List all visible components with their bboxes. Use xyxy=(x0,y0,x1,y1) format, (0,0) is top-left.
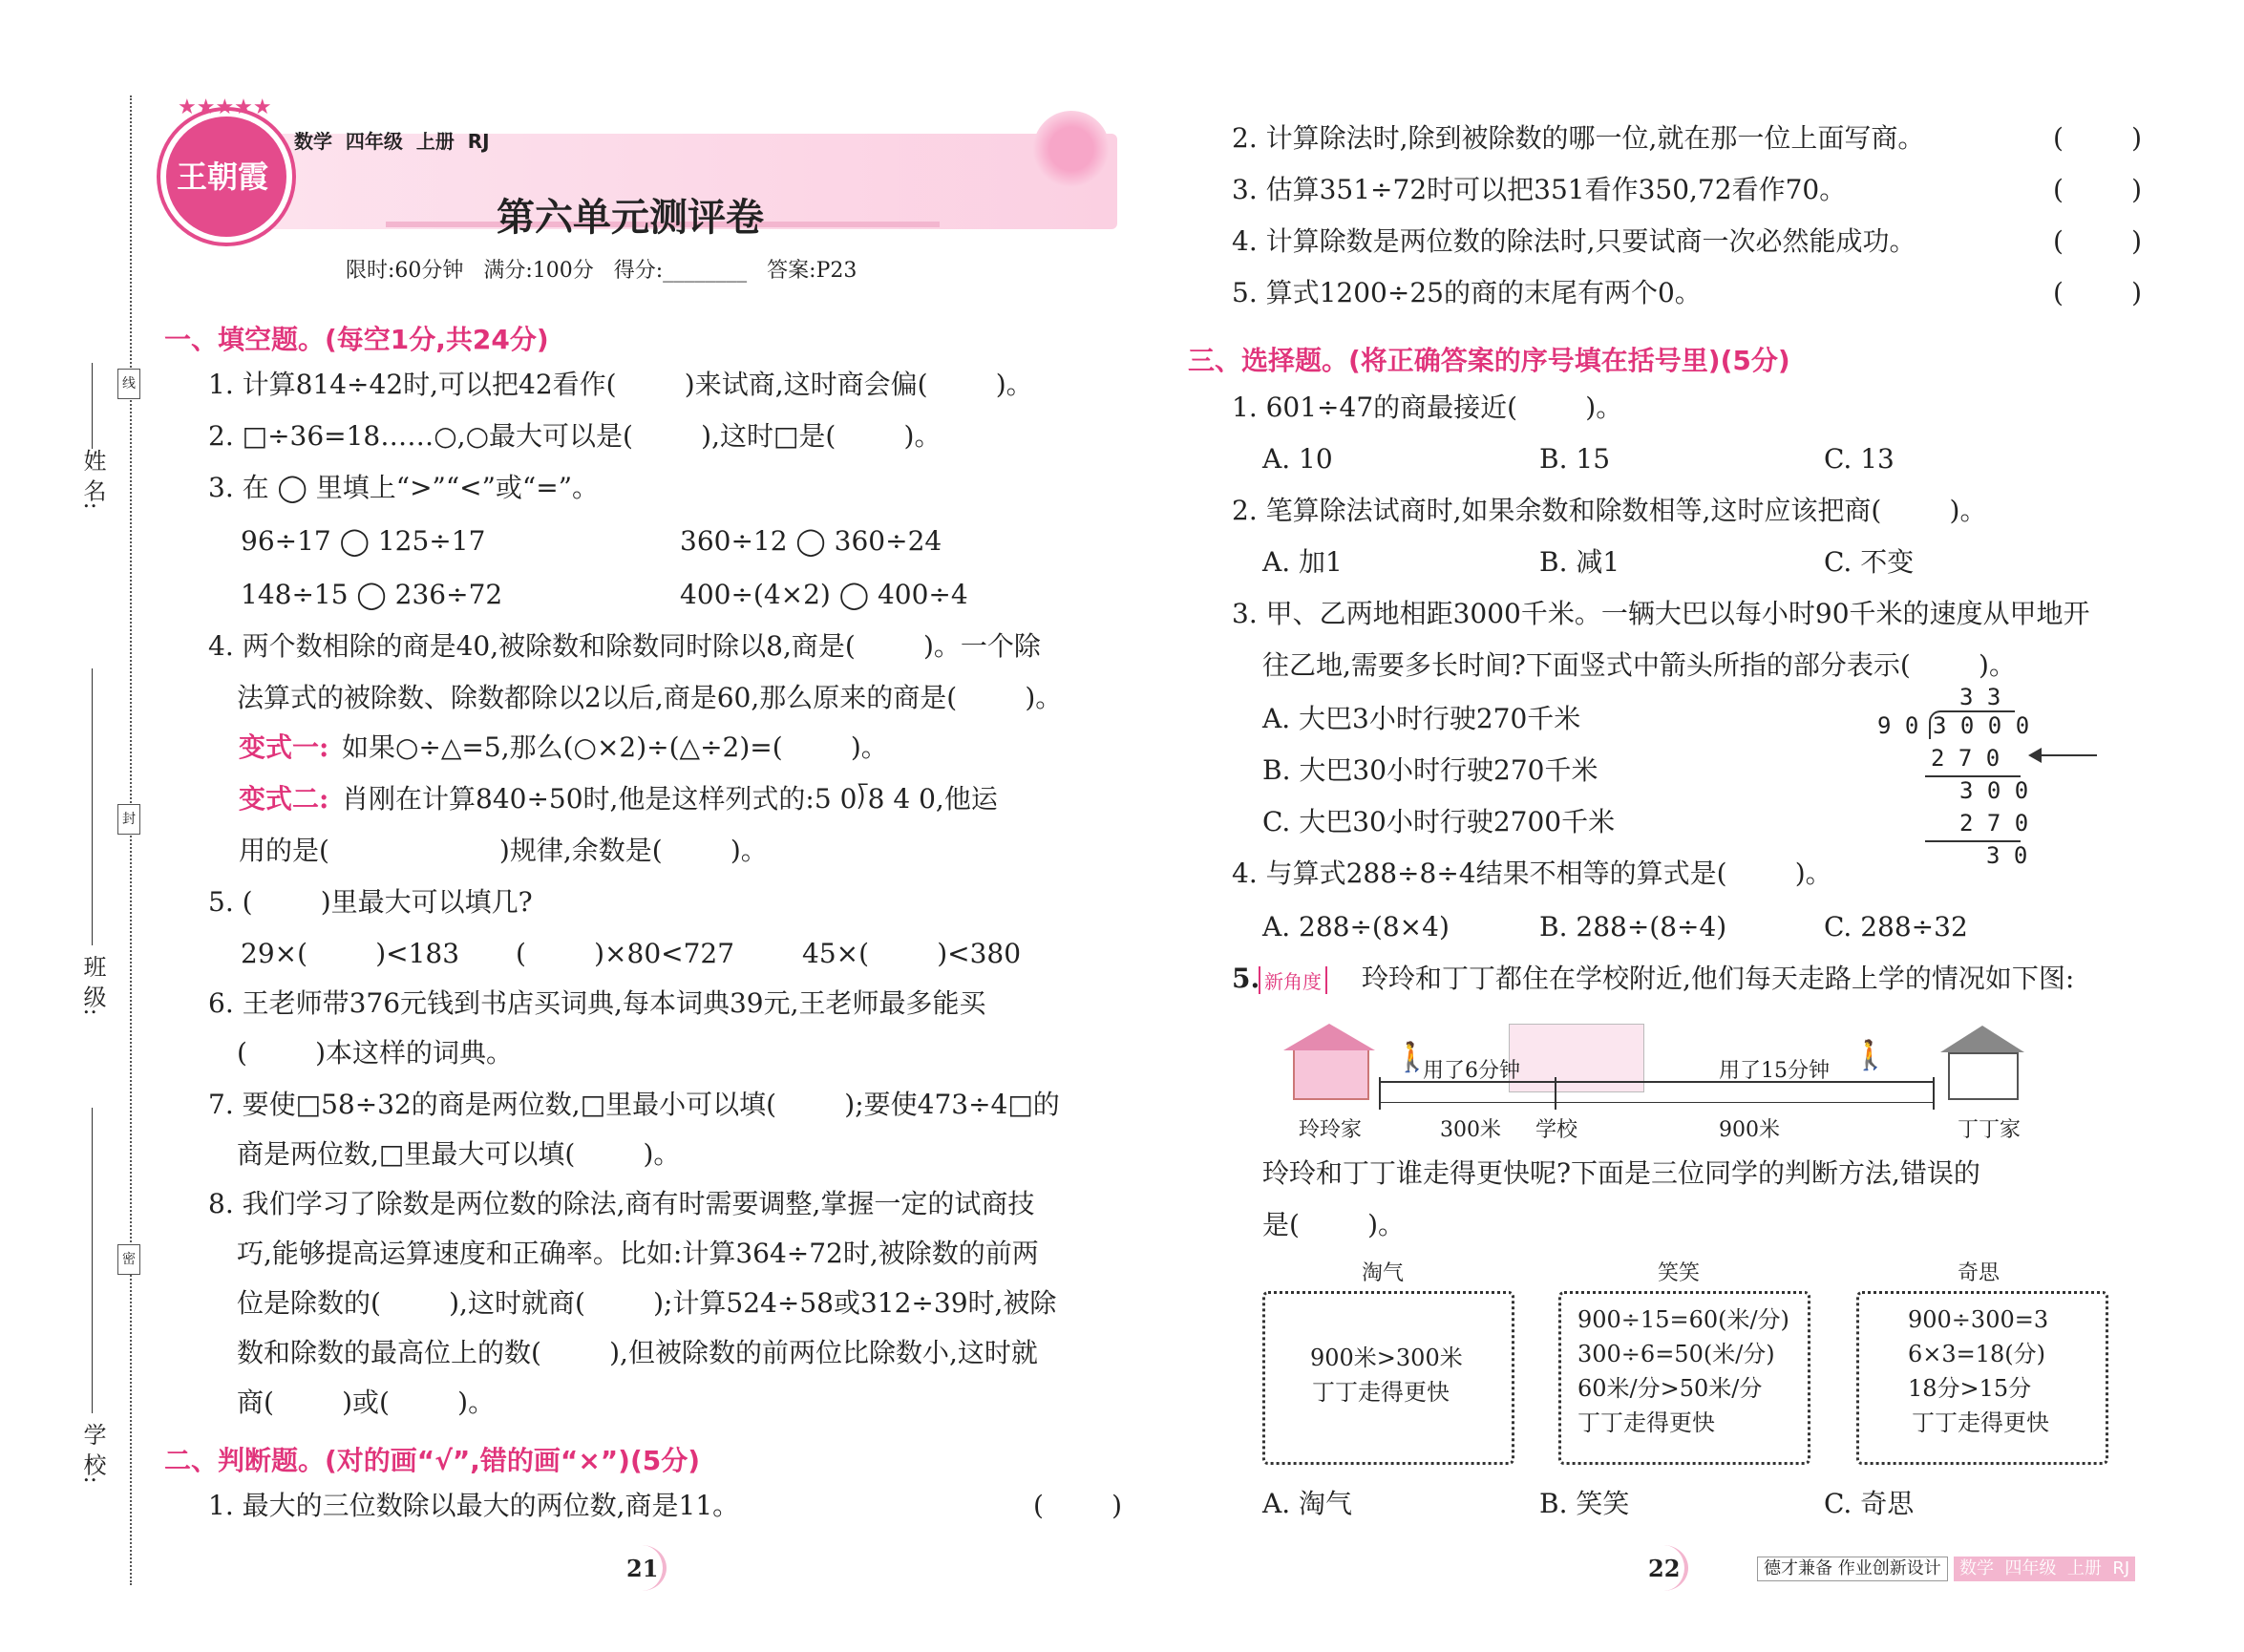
long-division xyxy=(1872,684,2063,875)
s2-q5-paren: ( ) xyxy=(2053,277,2143,308)
route-tick-start xyxy=(1379,1077,1381,1110)
variant2-label: 变式二: xyxy=(239,783,329,815)
s3-q5-text: 玲玲和丁丁都住在学校附近,他们每天走路上学的情况如下图: xyxy=(1362,963,2075,994)
variant2-text: 肖刚在计算840÷50时,他是这样列式的:5 0⟌8 4 0,他运 xyxy=(342,783,998,815)
s1-q2: 2. □÷36=18……○,○最大可以是( ),这时□是( )。 xyxy=(208,420,942,452)
s1-q1: 1. 计算814÷42时,可以把42看作( )来试商,这时商会偏( )。 xyxy=(208,369,1033,400)
route-measure-line xyxy=(1379,1102,1933,1103)
s1-q5c: 45×( )<380 xyxy=(802,938,1022,969)
section3-title: 三、选择题。(将正确答案的序号填在括号里)(5分) xyxy=(1188,345,1790,376)
class-underline xyxy=(92,668,93,945)
variant1-text: 如果○÷△=5,那么(○×2)÷(△÷2)=( )。 xyxy=(342,731,888,763)
s3-q4-c: C. 288÷32 xyxy=(1824,911,1968,942)
box2-name: 笑笑 xyxy=(1658,1261,1701,1285)
page-title: 第六单元测评卷 xyxy=(497,196,764,240)
s3-q4-b: B. 288÷(8÷4) xyxy=(1539,911,1727,942)
s2-q5: 5. 算式1200÷25的商的末尾有两个0。 xyxy=(1232,277,1702,308)
route-label-d2: 900米 xyxy=(1719,1118,1780,1142)
route-tick-school xyxy=(1555,1077,1556,1110)
house-dingding xyxy=(1948,1052,2019,1100)
variant2-line2: 用的是( )规律,余数是( )。 xyxy=(239,835,768,866)
s3-q5-line3: 是( )。 xyxy=(1262,1209,1406,1240)
route-tick-end xyxy=(1933,1077,1935,1110)
div-divisor: 9 0 xyxy=(1877,712,1919,739)
walker-dingding-icon: 🚶 xyxy=(1852,1039,1889,1072)
box2-line2: 300÷6=50(米/分) xyxy=(1577,1341,1775,1367)
s1-q3a: 96÷17 ◯ 125÷17 xyxy=(241,525,486,557)
s1-q3c: 148÷15 ◯ 236÷72 xyxy=(241,579,503,610)
seal-mark-seal: 封 xyxy=(117,804,140,835)
s3-q1-c: C. 13 xyxy=(1824,443,1895,475)
s1-q3: 3. 在 ◯ 里填上“>”“<”或“=”。 xyxy=(208,472,600,503)
s1-q5b: ( )×80<727 xyxy=(516,938,735,969)
s1-q5: 5. ( )里最大可以填几? xyxy=(208,886,533,918)
seal-mark-line: 线 xyxy=(117,369,140,399)
s3-q3-a: A. 大巴3小时行驶270千米 xyxy=(1262,703,1581,734)
s3-q3-line1: 3. 甲、乙两地相距3000千米。一辆大巴以每小时90千米的速度从甲地开 xyxy=(1232,598,2090,629)
section2-title: 二、判断题。(对的画“√”,错的画“×”)(5分) xyxy=(164,1445,701,1476)
box1-line1: 900米>300米 xyxy=(1310,1345,1463,1371)
s2-q2: 2. 计算除法时,除到被除数的哪一位,就在那一位上面写商。 xyxy=(1232,122,1925,154)
s1-q5a: 29×( )<183 xyxy=(241,938,460,969)
seal-mark-secret: 密 xyxy=(117,1244,140,1275)
page-number-left: 21 xyxy=(626,1555,659,1582)
new-angle-tag: 新角度 xyxy=(1259,966,1327,994)
section1-title: 一、填空题。(每空1分,共24分) xyxy=(164,324,549,355)
name-underline xyxy=(92,363,93,449)
route-label-home2: 丁丁家 xyxy=(1958,1118,2022,1142)
div-row2: 3 0 0 xyxy=(1959,777,2029,804)
box3-line2: 6×3=18(分) xyxy=(1908,1341,2046,1367)
div-row4: 3 0 xyxy=(1986,842,2028,869)
s3-q5-b: B. 笑笑 xyxy=(1539,1488,1630,1519)
s1-q8-line5: 商( )或( )。 xyxy=(237,1387,496,1418)
s3-q2-a: A. 加1 xyxy=(1262,546,1343,578)
class-label: 班 级: xyxy=(79,955,106,1016)
s1-q4-line1: 4. 两个数相除的商是40,被除数和除数同时除以8,商是( )。一个除 xyxy=(208,630,1041,662)
s1-q8-line4: 数和除数的最高位上的数( ),但被除数的前两位比除数小,这时就 xyxy=(237,1337,1038,1368)
house-lingling xyxy=(1293,1048,1369,1100)
s3-q2-c: C. 不变 xyxy=(1824,546,1915,578)
div-quotient: 3 3 xyxy=(1959,684,2001,710)
box2-line3: 60米/分>50米/分 xyxy=(1577,1375,1763,1402)
name-label: 姓 名: xyxy=(79,449,106,510)
div-row1: 2 7 0 xyxy=(1931,745,2001,772)
s3-q4: 4. 与算式288÷8÷4结果不相等的算式是( )。 xyxy=(1232,858,1832,889)
s3-q5-line2: 玲玲和丁丁谁走得更快呢?下面是三位同学的判断方法,错误的 xyxy=(1262,1157,1980,1189)
s2-q3: 3. 估算351÷72时可以把351看作350,72看作70。 xyxy=(1232,174,1847,205)
s1-q7-line2: 商是两位数,□里最大可以填( )。 xyxy=(237,1138,681,1170)
box3-line3: 18分>15分 xyxy=(1908,1375,2032,1402)
arrow-head xyxy=(2028,748,2042,763)
s3-q2: 2. 笔算除法试商时,如果余数和除数相等,这时应该把商( )。 xyxy=(1232,495,1987,526)
s1-q6-line2: ( )本这样的词典。 xyxy=(237,1037,514,1069)
s1-q7-line1: 7. 要使□58÷32的商是两位数,□里最小可以填( );要使473÷4□的 xyxy=(208,1089,1060,1120)
div-dividend: 3 0 0 0 xyxy=(1933,712,2030,739)
s1-q6-line1: 6. 王老师带376元钱到书店买词典,每本词典39元,王老师最多能买 xyxy=(208,987,986,1019)
page-number-right: 22 xyxy=(1648,1555,1681,1582)
s3-q4-a: A. 288÷(8×4) xyxy=(1262,911,1450,942)
s2-q2-paren: ( ) xyxy=(2053,122,2143,154)
box2-line4: 丁丁走得更快 xyxy=(1577,1409,1715,1436)
s3-q3-line2: 往乙地,需要多长时间?下面竖式中箭头所指的部分表示( )。 xyxy=(1262,649,2016,681)
box3-line1: 900÷300=3 xyxy=(1908,1306,2049,1333)
brand-logo-text: 王朝霞 xyxy=(176,159,268,195)
house-lingling-roof xyxy=(1283,1024,1375,1050)
sun-decoration xyxy=(1033,111,1110,187)
box1-name: 淘气 xyxy=(1362,1261,1405,1285)
box1-line2: 丁丁走得更快 xyxy=(1312,1379,1450,1406)
route-time2: 用了15分钟 xyxy=(1719,1059,1830,1083)
binding-dotted-line xyxy=(130,95,132,1585)
route-label-school: 学校 xyxy=(1535,1118,1578,1142)
s3-q5-number: 5. xyxy=(1232,963,1260,994)
s2-q1-paren: ( ) xyxy=(1033,1490,1123,1521)
s1-q4-line2: 法算式的被除数、除数都除以2以后,商是60,那么原来的商是( )。 xyxy=(237,682,1063,713)
box3-name: 奇思 xyxy=(1958,1261,2001,1285)
route-time1: 用了6分钟 xyxy=(1423,1059,1520,1083)
subject-line: 数学 四年级 上册 RJ xyxy=(294,130,490,153)
box3-line4: 丁丁走得更快 xyxy=(1912,1409,2049,1436)
s1-q3b: 360÷12 ◯ 360÷24 xyxy=(680,525,942,557)
s1-q8-line1: 8. 我们学习了除数是两位数的除法,商有时需要调整,掌握一定的试商技 xyxy=(208,1188,1035,1219)
route-label-home1: 玲玲家 xyxy=(1299,1118,1363,1142)
s2-q3-paren: ( ) xyxy=(2053,174,2143,205)
s1-q8-line2: 巧,能够提高运算速度和正确率。比如:计算364÷72时,被除数的前两 xyxy=(237,1238,1039,1269)
s3-q3-c: C. 大巴30小时行驶2700千米 xyxy=(1262,806,1616,837)
s3-q5-a: A. 淘气 xyxy=(1262,1488,1353,1519)
footer-series: 德才兼备 作业创新设计 xyxy=(1757,1557,1948,1581)
s3-q1-a: A. 10 xyxy=(1262,443,1333,475)
s2-q4: 4. 计算除数是两位数的除法时,只要试商一次必然能成功。 xyxy=(1232,225,1916,257)
s2-q4-paren: ( ) xyxy=(2053,225,2143,257)
school-label: 学 校: xyxy=(79,1423,106,1484)
logo-stars: ★★★★★ xyxy=(178,95,272,119)
s3-q3-b: B. 大巴30小时行驶270千米 xyxy=(1262,754,1598,786)
variant1-label: 变式一: xyxy=(239,731,329,763)
s3-q2-b: B. 减1 xyxy=(1539,546,1620,578)
house-dingding-roof xyxy=(1940,1026,2024,1052)
route-label-d1: 300米 xyxy=(1440,1118,1501,1142)
s3-q1-b: B. 15 xyxy=(1539,443,1611,475)
arrow-pointer xyxy=(2032,754,2097,756)
exam-meta: 限时:60分钟 满分:100分 得分:________ 答案:P23 xyxy=(346,259,857,283)
s2-q1: 1. 最大的三位数除以最大的两位数,商是11。 xyxy=(208,1490,740,1521)
route-diagram xyxy=(1280,1020,2043,1144)
s1-q3d: 400÷(4×2) ◯ 400÷4 xyxy=(680,579,968,610)
walker-lingling-icon: 🚶 xyxy=(1394,1041,1430,1074)
s3-q1: 1. 601÷47的商最接近( )。 xyxy=(1232,392,1623,423)
div-row3: 2 7 0 xyxy=(1959,810,2029,837)
s3-q5-c: C. 奇思 xyxy=(1824,1488,1915,1519)
school-underline xyxy=(92,1108,93,1413)
s1-q8-line3: 位是除数的( ),这时就商( );计算524÷58或312÷39时,被除 xyxy=(237,1287,1057,1319)
footer-series-tag: 数学 四年级 上册 RJ xyxy=(1954,1557,2135,1581)
box2-line1: 900÷15=60(米/分) xyxy=(1577,1306,1789,1333)
